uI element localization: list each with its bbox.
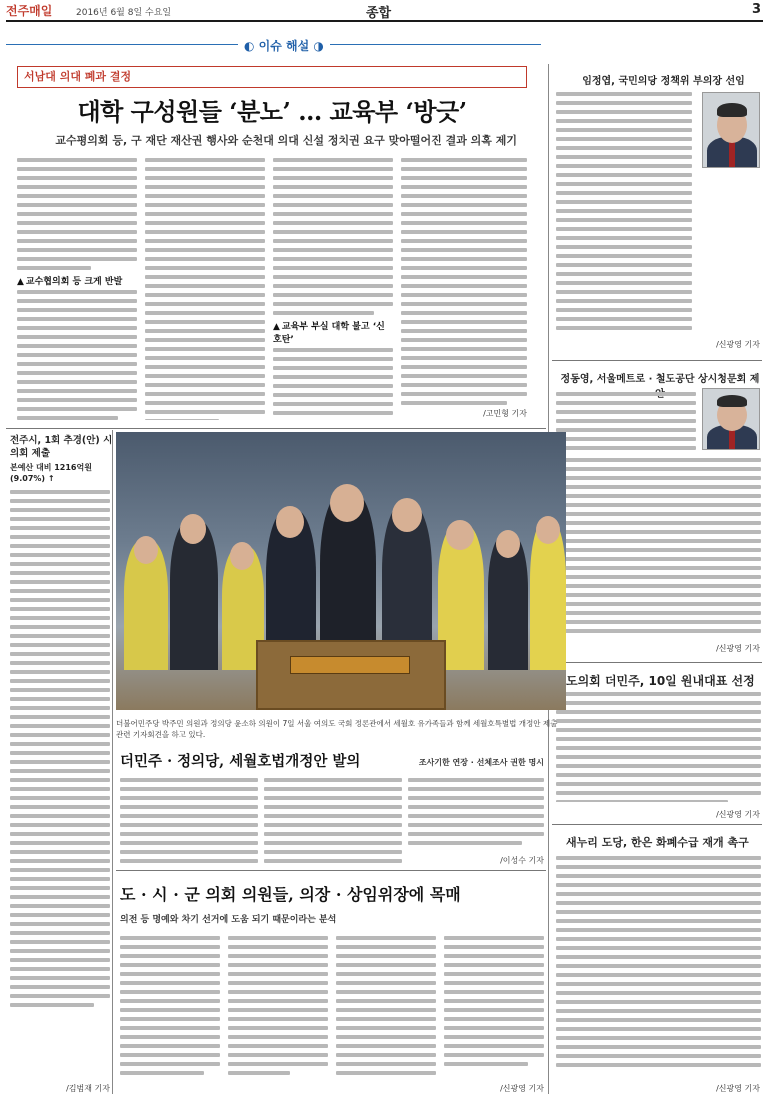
lead-byline: /고민형 기자 xyxy=(483,409,527,418)
mid-story-col-3 xyxy=(408,778,544,850)
page-number: 3 xyxy=(751,2,761,17)
right-story-3-title[interactable]: 도의회 더민주, 10일 원내대표 선정 xyxy=(566,674,755,688)
right-story-3-byline: /신광영 기자 xyxy=(716,810,760,819)
left-story-subtitle: 본예산 대비 1216억원(9.07%) ↑ xyxy=(10,463,92,483)
bottom-story-col-1 xyxy=(120,936,220,1084)
bottom-story-byline: /신광영 기자 xyxy=(500,1084,544,1093)
mid-story-headline[interactable]: 더민주 · 정의당, 세월호법개정안 발의 xyxy=(120,753,361,770)
left-story-byline: /김범재 기자 xyxy=(66,1084,110,1093)
person-portrait-icon xyxy=(702,388,760,450)
mid-story-col-2 xyxy=(264,778,402,864)
right-story-1-byline: /신광영 기자 xyxy=(716,340,760,349)
photo-caption: 더불어민주당 박주민 의원과 정의당 윤소하 의원이 7일 서울 여의도 국회 정론관에서 세월호 유가족들과 함께 세월호특별법 개정안 제출 관련 기자회견을 하고 있다. xyxy=(116,719,558,739)
right-divider-3 xyxy=(552,824,762,825)
bottom-story-headline[interactable]: 도 · 시 · 군 의회 의원들, 의장 · 상임위장에 목매 xyxy=(120,885,461,904)
lead-body-col-2 xyxy=(145,158,265,420)
mid-story-sub: 조사기한 연장 · 선체조사 권한 명시 xyxy=(418,758,544,767)
issue-banner-label: ◐ 이슈 해설 ◑ xyxy=(238,37,330,54)
issue-date: 2016년 6월 8일 수요일 xyxy=(76,8,172,18)
right-story-4-byline: /신광영 기자 xyxy=(716,1084,760,1093)
right-story-4-title[interactable]: 새누리 도당, 한은 화폐수급 재개 촉구 xyxy=(566,836,749,849)
mid-story-byline: /이성수 기자 xyxy=(500,856,544,865)
issue-banner xyxy=(6,39,541,60)
person-portrait-icon xyxy=(702,92,760,168)
left-column-divider xyxy=(112,430,113,1094)
bottom-story-col-4 xyxy=(444,936,544,1074)
lead-subhead: 교수평의회 등, 구 재단 재산권 행사와 순천대 의대 신설 정치권 요구 맞아떨어진 결과 의혹 제기 xyxy=(55,134,517,147)
left-story-body xyxy=(10,490,110,1076)
lead-headline[interactable]: 대학 구성원들 ‘분노’ … 교육부 ‘방긋’ xyxy=(77,97,467,126)
lead-body-col-3 xyxy=(273,158,393,420)
left-story-title[interactable]: 전주시, 1회 추경(안) 시의회 제출 xyxy=(10,435,113,459)
right-story-2-body xyxy=(556,392,696,452)
mid-story-col-1 xyxy=(120,778,258,864)
lead-body-col-4 xyxy=(401,158,527,420)
right-story-1-title[interactable]: 임정엽, 국민의당 정책위 부의장 선임 xyxy=(582,76,745,87)
paper-name: 전주매일 xyxy=(6,4,53,18)
podium-plate xyxy=(290,656,410,674)
lead-kicker-text: 서남대 의대 폐과 결정 xyxy=(24,70,132,83)
lead-subhead-2: ▲ 교육부 부실 대학 불고 ‘신호탄’ xyxy=(273,319,393,345)
right-divider-1 xyxy=(552,360,762,361)
lead-subhead-1: ▲ 교수협의회 등 크게 반발 xyxy=(17,274,137,287)
lead-body-col-1 xyxy=(17,158,137,420)
right-story-3-body xyxy=(556,692,761,802)
bottom-story-col-3 xyxy=(336,936,436,1084)
masthead xyxy=(6,2,763,22)
right-story-2-title[interactable]: 정동영, 서울메트로 · 철도공단 상시청문회 제 xyxy=(560,374,760,385)
bottom-story-col-2 xyxy=(228,936,328,1084)
right-story-4-body xyxy=(556,856,761,1072)
right-story-1-body xyxy=(556,92,692,332)
section-name: 종합 xyxy=(366,6,392,21)
right-story-2-body-cont xyxy=(556,458,761,638)
section-divider xyxy=(6,428,546,429)
right-divider-2 xyxy=(552,662,762,663)
podium xyxy=(256,640,446,710)
right-story-2-byline: /신광영 기자 xyxy=(716,644,760,653)
lead-kicker xyxy=(17,66,527,88)
press-conference-photo[interactable] xyxy=(116,432,566,710)
bottom-story-sub: 의전 등 명예와 차기 선거에 도움 되기 때문이라는 분석 xyxy=(120,915,337,925)
mid-divider xyxy=(116,870,546,871)
